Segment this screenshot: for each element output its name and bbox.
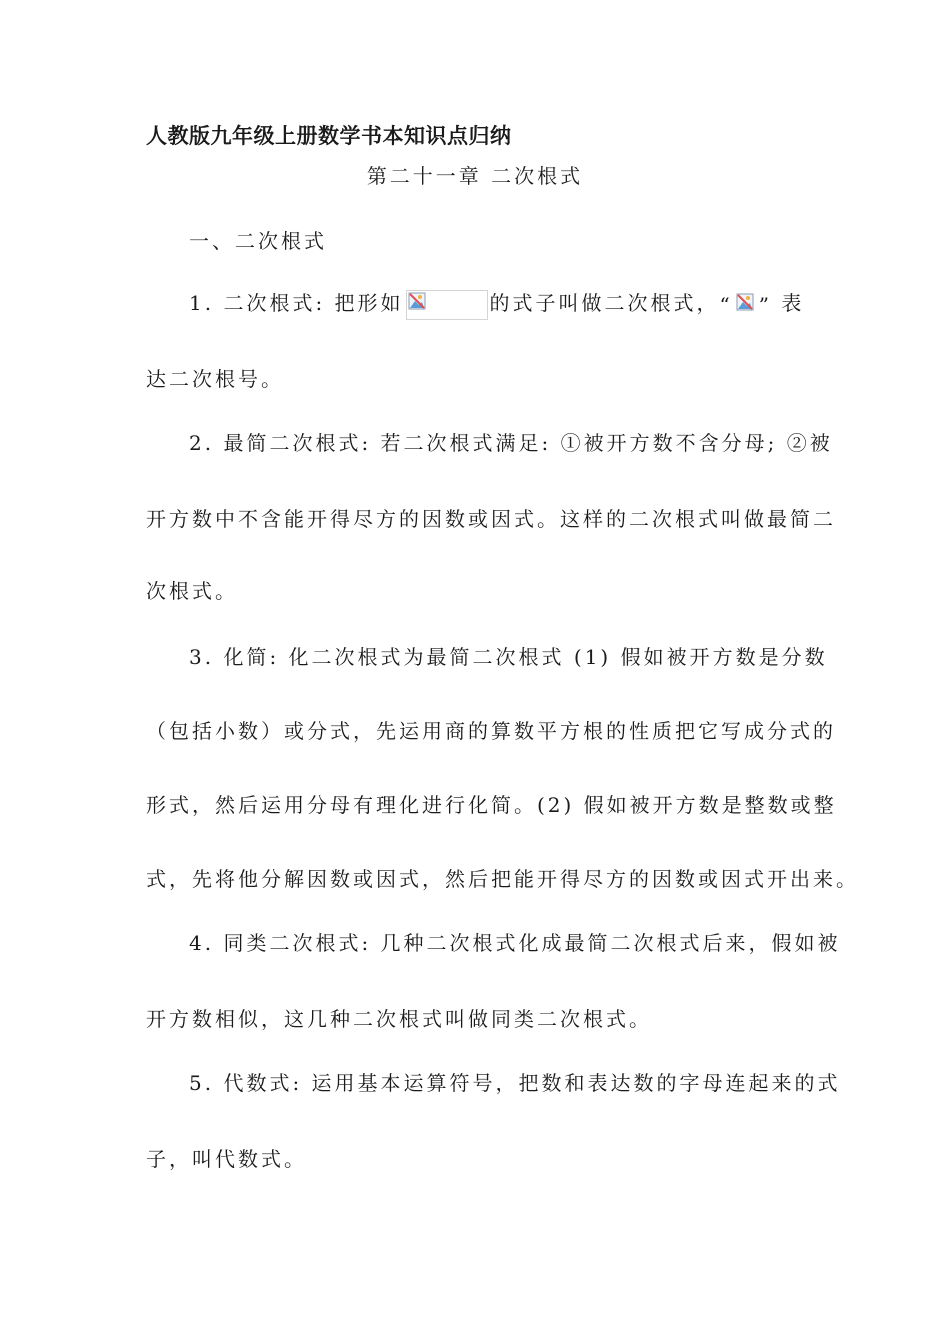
- radical-sign-image-placeholder: [735, 292, 757, 318]
- chapter-title: 第二十一章 二次根式: [366, 164, 584, 188]
- item2-line1: 2. 最简二次根式: 若二次根式满足: ①被开方数不含分母; ②被: [189, 431, 833, 455]
- item1-text-a: 1. 二次根式: 把形如: [189, 291, 404, 315]
- item1-line2: 达二次根号。: [146, 367, 284, 391]
- open-quote: “: [719, 292, 733, 317]
- item2-line3: 次根式。: [146, 579, 238, 603]
- document-title: 人教版九年级上册数学书本知识点归纳: [146, 124, 512, 148]
- item1-text-c: 表: [772, 291, 805, 315]
- item1-line1: [189, 288, 804, 320]
- item1-text-b: 的式子叫做二次根式，: [489, 291, 720, 315]
- section-heading: 一、二次根式: [189, 229, 327, 253]
- item4-line2: 开方数相似，这几种二次根式叫做同类二次根式。: [146, 1007, 652, 1031]
- item3-line3: 形式，然后运用分母有理化进行化简。(2) 假如被开方数是整数或整: [146, 793, 837, 817]
- broken-image-icon: [736, 293, 754, 311]
- item3-line4: 式，先将他分解因数或因式，然后把能开得尽方的因数或因式开出来。: [146, 867, 859, 891]
- formula-image-placeholder: [406, 290, 488, 320]
- item2-line2: 开方数中不含能开得尽方的因数或因式。这样的二次根式叫做最简二: [146, 507, 836, 531]
- item3-line2: （包括小数）或分式，先运用商的算数平方根的性质把它写成分式的: [146, 719, 836, 743]
- close-quote: ”: [758, 292, 773, 317]
- item3-line1: 3. 化简: 化二次根式为最简二次根式 (1) 假如被开方数是分数: [189, 645, 828, 669]
- item5-line2: 子，叫代数式。: [146, 1147, 307, 1171]
- item4-line1: 4. 同类二次根式: 几种二次根式化成最简二次根式后来，假如被: [189, 931, 841, 955]
- broken-image-icon: [408, 292, 426, 310]
- item5-line1: 5. 代数式: 运用基本运算符号，把数和表达数的字母连起来的式: [189, 1071, 841, 1095]
